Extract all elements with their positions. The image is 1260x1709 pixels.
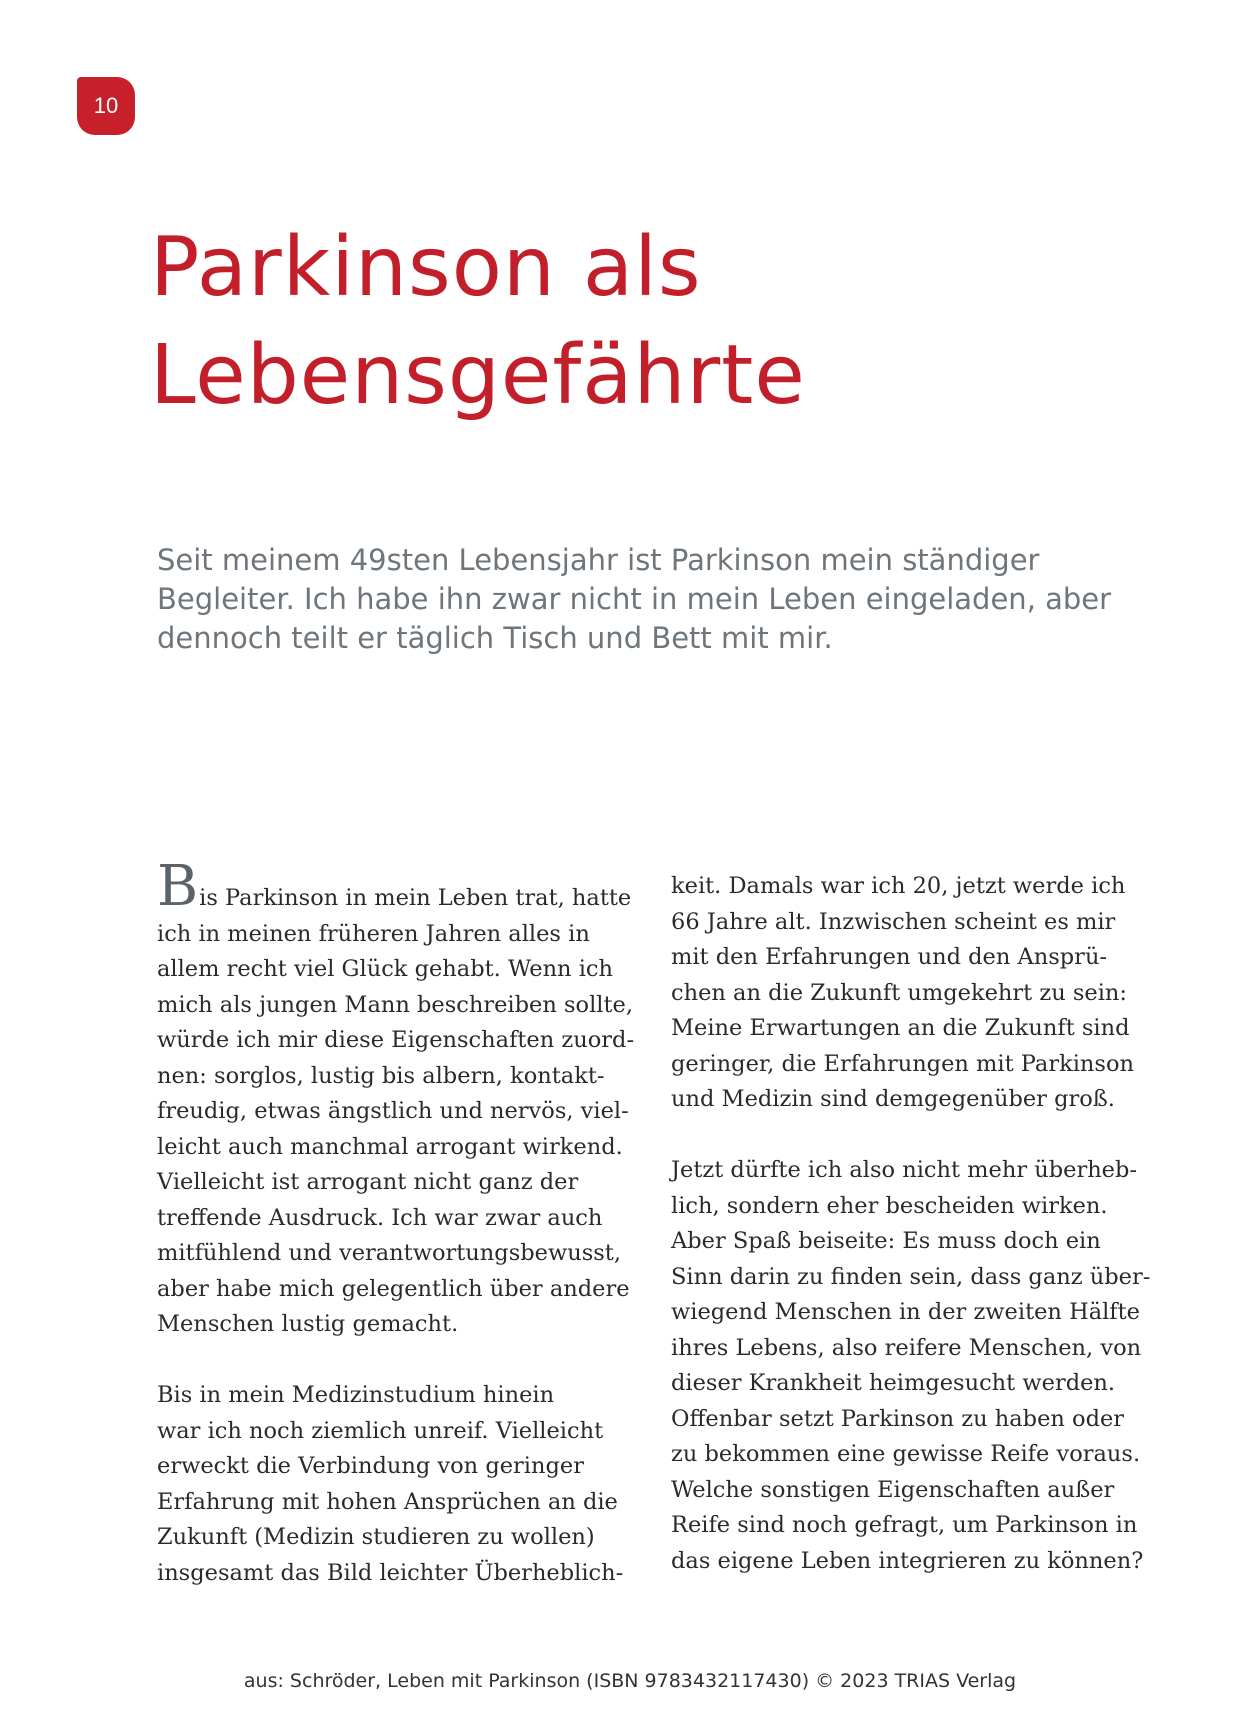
body-line: 66 Jahre alt. Inzwischen scheint es mir [671,908,1116,935]
body-line: chen an die Zukunft umgekehrt zu sein: [671,979,1127,1006]
body-line: Offenbar setzt Parkinson zu haben oder [671,1405,1125,1432]
body-line [157,854,637,919]
body-line: zu bekommen eine gewisse Reife voraus. [671,1441,1141,1467]
body-line: Jetzt dürfte ich also nicht mehr überheb- [671,1157,1138,1183]
body-line: Aber Spaß beiseite: Es muss doch ein [671,1228,1101,1254]
page-number-badge: 10 [77,77,135,135]
lead-line: dennoch teilt er täglich Tisch und Bett mit mir. [157,621,833,655]
body-line: und Medizin sind demgegenüber groß. [671,1086,1115,1112]
body-line: lich, sondern eher bescheiden wirken. [671,1192,1108,1219]
body-line: freudig, etwas ängstlich und nervös, viel- [157,1098,629,1124]
body-line: leicht auch manchmal arrogant wirkend. [157,1133,623,1160]
body-line: geringer, die Erfahrungen mit Parkinson [671,1050,1134,1077]
body-line: Sinn darin zu finden sein, dass ganz über- [671,1263,1151,1290]
body-line: aber habe mich gelegentlich über andere [157,1275,630,1302]
body-line: dieser Krankheit heimgesucht werden. [671,1370,1116,1396]
drop-cap: B [157,854,200,919]
body-line: mich als jungen Mann beschreiben sollte, [157,991,633,1018]
body-line: allem recht viel Glück gehabt. Wenn ich [157,956,613,982]
body-column-left [157,854,637,1591]
body-line: treffende Ausdruck. Ich war zwar auch [157,1204,603,1231]
body-line: wiegend Menschen in der zweiten Hälfte [671,1299,1140,1325]
body-line: ich in meinen früheren Jahren alles in [157,920,590,947]
body-line: Welche sonstigen Eigenschaften außer [671,1476,1115,1503]
body-line-text: is Parkinson in mein Leben trat, hatte [199,885,632,911]
body-line: mit den Erfahrungen und den Ansprü- [671,944,1108,970]
body-paragraph [157,854,637,1343]
body-column-right [671,869,1151,1579]
body-line: mitfühlend und verantwortungsbewusst, [157,1240,621,1266]
body-line: würde ich mir diese Eigenschaften zuord- [157,1027,635,1053]
body-line: keit. Damals war ich 20, jetzt werde ich [671,873,1126,899]
body-line: Meine Erwartungen an die Zukunft sind [671,1015,1130,1041]
body-line: erweckt die Verbindung von geringer [157,1453,584,1479]
body-line: Bis in mein Medizinstudium hinein [157,1382,555,1408]
lead-paragraph [157,541,1157,658]
body-line: Vielleicht ist arrogant nicht ganz der [157,1169,579,1195]
body-line: Reife sind noch gefragt, um Parkinson in [671,1512,1138,1538]
body-paragraph [157,1378,637,1591]
body-line: das eigene Leben integrieren zu können? [671,1547,1144,1574]
body-line: Menschen lustig gemacht. [157,1311,459,1337]
chapter-title-line-1: Parkinson als [150,220,702,315]
chapter-title-line-2: Lebensgefährte [150,328,806,423]
body-line: insgesamt das Bild leichter Überheblich- [157,1559,624,1586]
source-citation: aus: Schröder, Leben mit Parkinson (ISBN 9783432117430) © 2023 TRIAS Verlag [243,1670,1017,1692]
body-paragraph [671,1153,1151,1579]
body-paragraph [671,869,1151,1118]
body-line: war ich noch ziemlich unreif. Vielleicht [157,1417,604,1444]
body-line: ihres Lebens, also reifere Menschen, von [671,1334,1142,1361]
chapter-title [150,214,1150,430]
lead-line: Seit meinem 49sten Lebensjahr ist Parkinson mein ständiger [157,543,1040,577]
body-line: Erfahrung mit hohen Ansprüchen an die [157,1488,618,1515]
lead-line: Begleiter. Ich habe ihn zwar nicht in mein Leben eingeladen, aber [157,582,1112,616]
body-line: nen: sorglos, lustig bis albern, kontakt- [157,1062,605,1089]
body-line: Zukunft (Medizin studieren zu wollen) [157,1524,595,1550]
